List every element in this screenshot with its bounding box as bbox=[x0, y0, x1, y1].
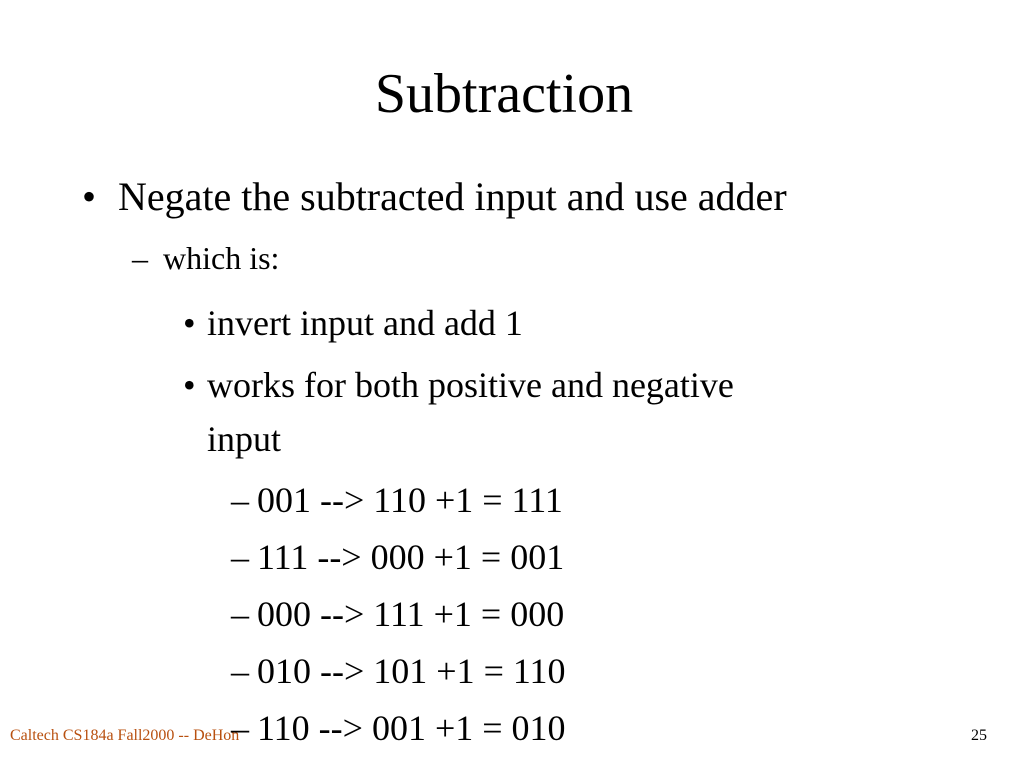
example-text: 111 --> 000 +1 = 001 bbox=[257, 537, 565, 577]
bullet-marker: • bbox=[183, 303, 196, 343]
example-text: 001 --> 110 +1 = 111 bbox=[257, 480, 563, 520]
example-text: 010 --> 101 +1 = 110 bbox=[257, 651, 566, 691]
dash-marker: – bbox=[231, 480, 249, 520]
bullet-text: input bbox=[207, 419, 282, 459]
dash-marker: – bbox=[132, 240, 148, 276]
bullet-text: works for both positive and negative bbox=[207, 365, 734, 405]
bullet-text: invert input and add 1 bbox=[207, 303, 523, 343]
bullet-marker: • bbox=[82, 174, 97, 219]
dash-marker: – bbox=[231, 708, 249, 748]
dash-marker: – bbox=[231, 594, 249, 634]
bullet-marker: • bbox=[183, 365, 196, 405]
dash-marker: – bbox=[231, 537, 249, 577]
page-number: 25 bbox=[971, 727, 987, 744]
dash-marker: – bbox=[231, 651, 249, 691]
example-text: 110 --> 001 +1 = 010 bbox=[257, 708, 566, 748]
footer-course-label: Caltech CS184a Fall2000 -- DeHon bbox=[10, 727, 240, 744]
slide-title: Subtraction bbox=[374, 63, 634, 125]
example-text: 000 --> 111 +1 = 000 bbox=[257, 594, 565, 634]
bullet-text: Negate the subtracted input and use adder bbox=[118, 174, 787, 219]
bullet-text: which is: bbox=[163, 240, 280, 276]
